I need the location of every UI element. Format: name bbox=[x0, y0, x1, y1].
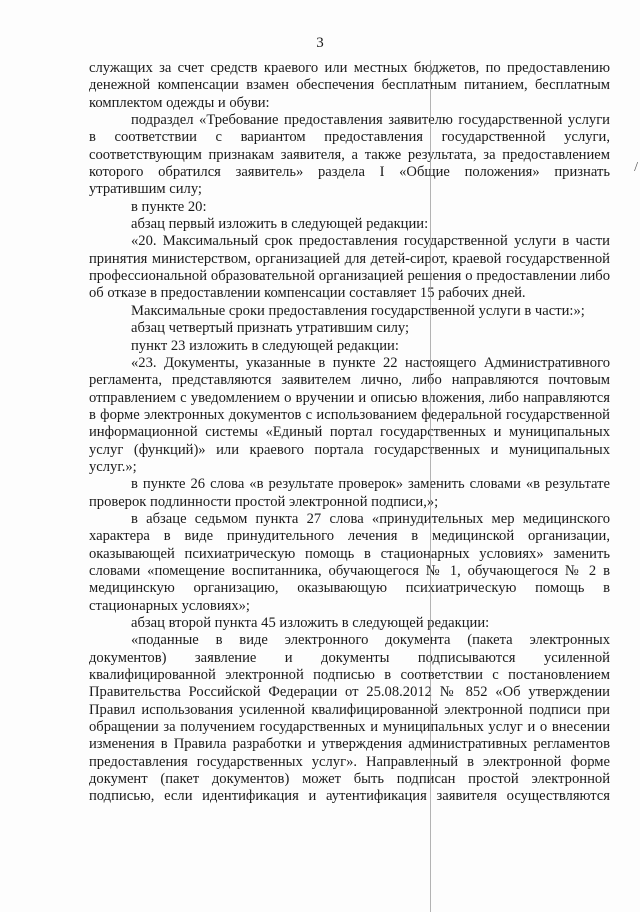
document-paragraph: абзац первый изложить в следующей редакции: bbox=[131, 216, 429, 233]
document-paragraph: в абзаце седьмом пункта 27 слова «принудительных мер медицинского характера в виде принудительного лечения в медицинской организации, оказывающей психиатрическую помощь в стационарных условиях» заменить словами «помещение воспитанника, обучающегося № 1, обучающегося № 2 в медицинскую организацию, оказывающую психиатрическую помощь в стационарных условиях»; bbox=[89, 510, 610, 614]
document-paragraph: Максимальные сроки предоставления государственной услуги в части:»; bbox=[131, 302, 585, 319]
document-paragraph: «поданные в виде электронного документа (пакета электронных документов) заявление и документы подписываются усиленной квалифицированной электронной подписью в соответствии с постановлением Правительства Российской Федерации от 25.08.2012 № 852 «Об утверждении Правил использования усиленной квалифицированной электронной подписи при обращении за получением государственных и муниципальных услуг и о внесении изменения в Правила разработки и утверждения административных регламентов предоставления государственных услуг». Направленный в электронной форме документ (пакет документов) может быть подписан простой электронной подписью, если идентификация и аутентификация заявителя осуществляются bbox=[89, 632, 610, 805]
document-paragraph: подраздел «Требование предоставления заявителю государственной услуги в соответствии с вариантом предоставления государственной услуги, соответствующим признакам заявителя, а также результата, за предоставлением которого обратился заявитель» раздела I «Общие положения» признать утратившим силу; bbox=[89, 112, 610, 198]
document-paragraph: абзац четвертый признать утратившим силу; bbox=[131, 320, 410, 337]
document-paragraph: «20. Максимальный срок предоставления государственной услуги в части принятия министерством, организацией для детей-сирот, краевой государственной профессиональной образовательной организацией решения о предоставлении либо об отказе в предоставлении компенсации составляет 15 рабочих дней. bbox=[89, 233, 610, 302]
scan-edge-mark: / bbox=[634, 160, 638, 175]
scan-artifact-line bbox=[430, 60, 431, 912]
document-paragraph: «23. Документы, указанные в пункте 22 настоящего Административного регламента, представляются заявителем лично, либо направляются почтовым отправлением с уведомлением о вручении и описью вложения, либо направляются в форме электронных документов с использованием федеральной государственной информационной системы «Единый портал государственных и муниципальных услуг (функций)» или краевого портала государственных и муниципальных услуг.»; bbox=[89, 354, 610, 475]
page-number: 3 bbox=[316, 35, 324, 51]
document-paragraph: в пункте 26 слова «в результате проверок» заменить словами «в результате проверок подлинности простой электронной подписи,»; bbox=[89, 476, 610, 510]
document-body bbox=[89, 60, 610, 806]
document-paragraph: служащих за счет средств краевого или местных бюджетов, по предоставлению денежной компенсации взамен обеспечения бесплатным питанием, бесплатным комплектом одежды и обуви: bbox=[89, 60, 610, 111]
document-paragraph: пункт 23 изложить в следующей редакции: bbox=[131, 337, 399, 354]
document-paragraph: в пункте 20: bbox=[131, 198, 207, 215]
document-paragraph: абзац второй пункта 45 изложить в следующей редакции: bbox=[131, 615, 490, 631]
